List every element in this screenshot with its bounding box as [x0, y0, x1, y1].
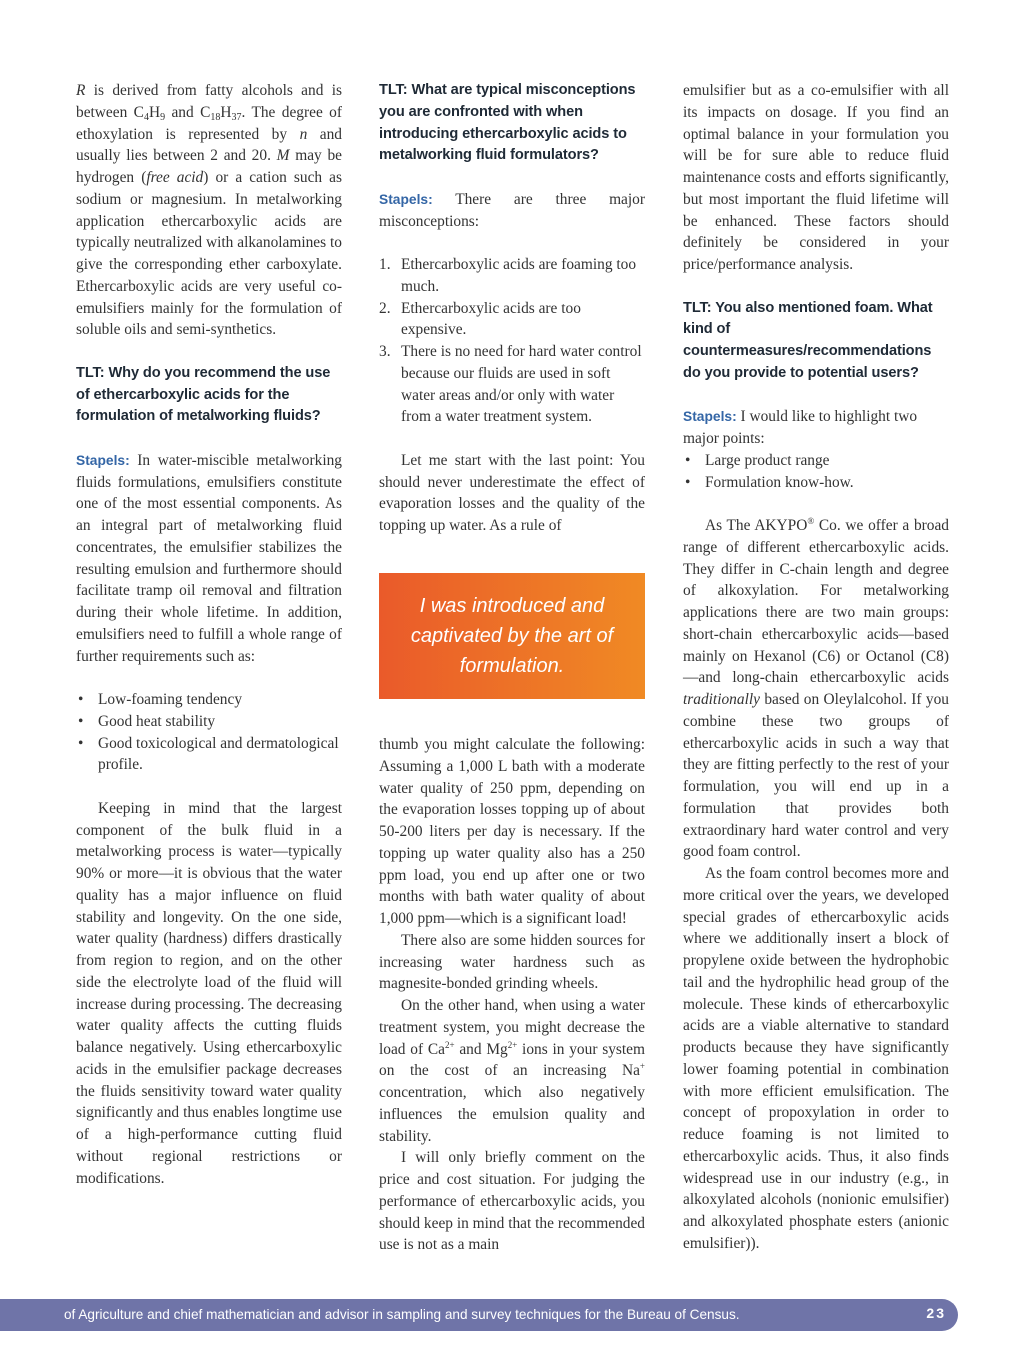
- list-item: • Formulation know-how.: [685, 473, 854, 491]
- list-item: • Good toxicological and dermatological profile.: [78, 734, 339, 774]
- body-paragraph: I will only briefly comment on the price and cost situation. For judging the performance of ethercarboxylic acids, you should keep in mind that the recommended use is not as a main: [379, 1149, 645, 1254]
- column-2: [379, 80, 645, 537]
- answer-paragraph: Stapels: In water-miscible metalworking fluids formulations, emulsifiers constitute one of the most essential components. As an integral part of metalworking fluid concentrates, the emulsifier stabilizes the resulting emulsion and furthermore should facilitate tramp oil removal and filtration during their whole lifetime. In addition, emulsifiers need to fulfill a whole range of further requirements such as:: [76, 451, 342, 665]
- misconceptions-list: [379, 254, 645, 428]
- list-item: 2. Ethercarboxylic acids are too expensive.: [379, 299, 581, 339]
- question-heading: TLT: What are typical misconceptions you are confronted with when introducing ethercarboxylic acids to metalworking fluid formulators?: [379, 82, 636, 164]
- list-item: • Low-foaming tendency: [78, 691, 243, 708]
- column-1: [76, 80, 342, 1189]
- question-heading: TLT: You also mentioned foam. What kind of countermeasures/recommendations do you provide to potential users?: [683, 299, 933, 381]
- list-item: 1. Ethercarboxylic acids are foaming too much.: [379, 256, 637, 295]
- footer-text: of Agriculture and chief mathematician and advisor in sampling and survey techniques for the Bureau of Census.: [64, 1307, 740, 1322]
- page-number: 23: [926, 1305, 946, 1321]
- column-2-continued: [379, 734, 645, 1256]
- speaker-label: Stapels:: [76, 452, 130, 468]
- body-paragraph: As The AKYPO® Co. we offer a broad range of different ethercarboxylic acids. They differ in C-chain length and degree of alkoxylation. For metalworking applications there are two main groups: short-chain ethercarboxylic acids—based mainly on Hexanol (C6) or Octanol (C8)—and long-chain ethercarboxylic acids traditionally based on Oleylalcohol. If you combine these two groups of ethercarboxylic acids in such a way that they are fitting perfectly to the rest of your formulation, you will end up in a formulation that provides both extraordinary hard water control and very good foam control.: [683, 516, 949, 861]
- list-item: • Large product range: [685, 451, 830, 469]
- question-heading: TLT: Why do you recommend the use of ethercarboxylic acids for the formulation of metalworking fluids?: [76, 364, 331, 425]
- intro-paragraph: R is derived from fatty alcohols and is between $C_4H_9$ and $C_{18}H_{37}$. The degree of ethoxylation is represented by n and usually lies between 2 and 20. M may be hydrogen (free acid) or a cation such as sodium or magnesium. In metalworking application ethercarboxylic acids are typically neutralized with alkanolamines to give the corresponding ether carboxylate. Ethercarboxylic acids are very useful co-emulsifiers mainly for the formulation of soluble oils and semi-synthetics.: [76, 82, 343, 339]
- column-3: [683, 80, 949, 1255]
- body-paragraph: Let me start with the last point: You should never underestimate the effect of evaporation losses and the quality of the topping up water. As a rule of: [379, 451, 645, 534]
- speaker-label: Stapels:: [379, 191, 433, 207]
- body-paragraph: As the foam control becomes more and more critical over the years, we developed special grades of ethercarboxylic acids where we additionally insert a block of propylene oxide between the hydrophobic tail and the hydrophilic head group of the molecule. These kinds of ethercarboxylic acids are a viable alternative to standard products because they have significantly lower foaming potential in combination with more efficient emulsification. The concept of propoxylation in order to reduce foaming is not limited to ethercarboxylic acids. Thus, it also finds widespread use in our industry (e.g., in alkoxylated alcohols (nonionic emulsifier) and alkoxylated phosphate esters (anionic emulsifier)).: [683, 865, 949, 1252]
- pull-quote-text: I was introduced and captivated by the art of formulation.: [410, 595, 614, 677]
- body-paragraph: On the other hand, when using a water treatment system, you might decrease the load of $Ca^{2+}$ and $Mg^{2+}$ ions in your system on the cost of an increasing Na+ concentration, which also negatively influences the emulsion quality and stability.: [379, 997, 645, 1145]
- points-list: [683, 450, 949, 494]
- body-paragraph: There also are some hidden sources for increasing water hardness such as magnesite-bonded grinding wheels.: [379, 931, 645, 993]
- answer-paragraph: Stapels: There are three major misconceptions:: [379, 190, 645, 230]
- list-item: • Good heat stability: [78, 712, 216, 730]
- body-paragraph: Keeping in mind that the largest component of the bulk fluid in a metalworking process is water—typically 90% or more—it is obvious that the water quality has a major influence on fluid stability and longevity. On the one side, water quality (hardness) differs drastically from region to region, and on the other side the electrolyte load of the fluid will increase during processing. The decreasing water quality affects the cutting fluids balance negatively. Using ethercarboxylic acids in the emulsifier package decreases the fluids sensitivity toward water quality significantly and thus enables longtime use of a high-performance cutting fluid without regional restrictions or modifications.: [76, 799, 342, 1187]
- footer-bar: [0, 1299, 958, 1331]
- answer-paragraph: Stapels: I would like to highlight two major points:: [683, 408, 918, 447]
- requirements-list: [76, 689, 342, 776]
- body-paragraph: emulsifier but as a co-emulsifier with all its impacts on dosage. If you find an optimal balance in your formulation you will be for sure able to reduce fluid maintenance costs and efforts significantly, but most important the fluid lifetime will be enhanced. These factors should definitely be considered in your price/performance analysis.: [683, 82, 949, 273]
- list-item: 3. There is no need for hard water control because our fluids are used in soft water areas and/or only with water from a water treatment system.: [379, 343, 642, 426]
- pull-quote-box: [379, 573, 645, 699]
- body-paragraph: thumb you might calculate the following: Assuming a 1,000 L bath with a moderate water quality of 250 ppm, depending on the evaporation losses topping up of about 50-200 liters per day is necessary. If the topping up water quality also has a 250 ppm load, you end up after one or two months with bath water quality of about 1,000 ppm—which is a significant load!: [379, 736, 645, 927]
- speaker-label: Stapels:: [683, 409, 737, 425]
